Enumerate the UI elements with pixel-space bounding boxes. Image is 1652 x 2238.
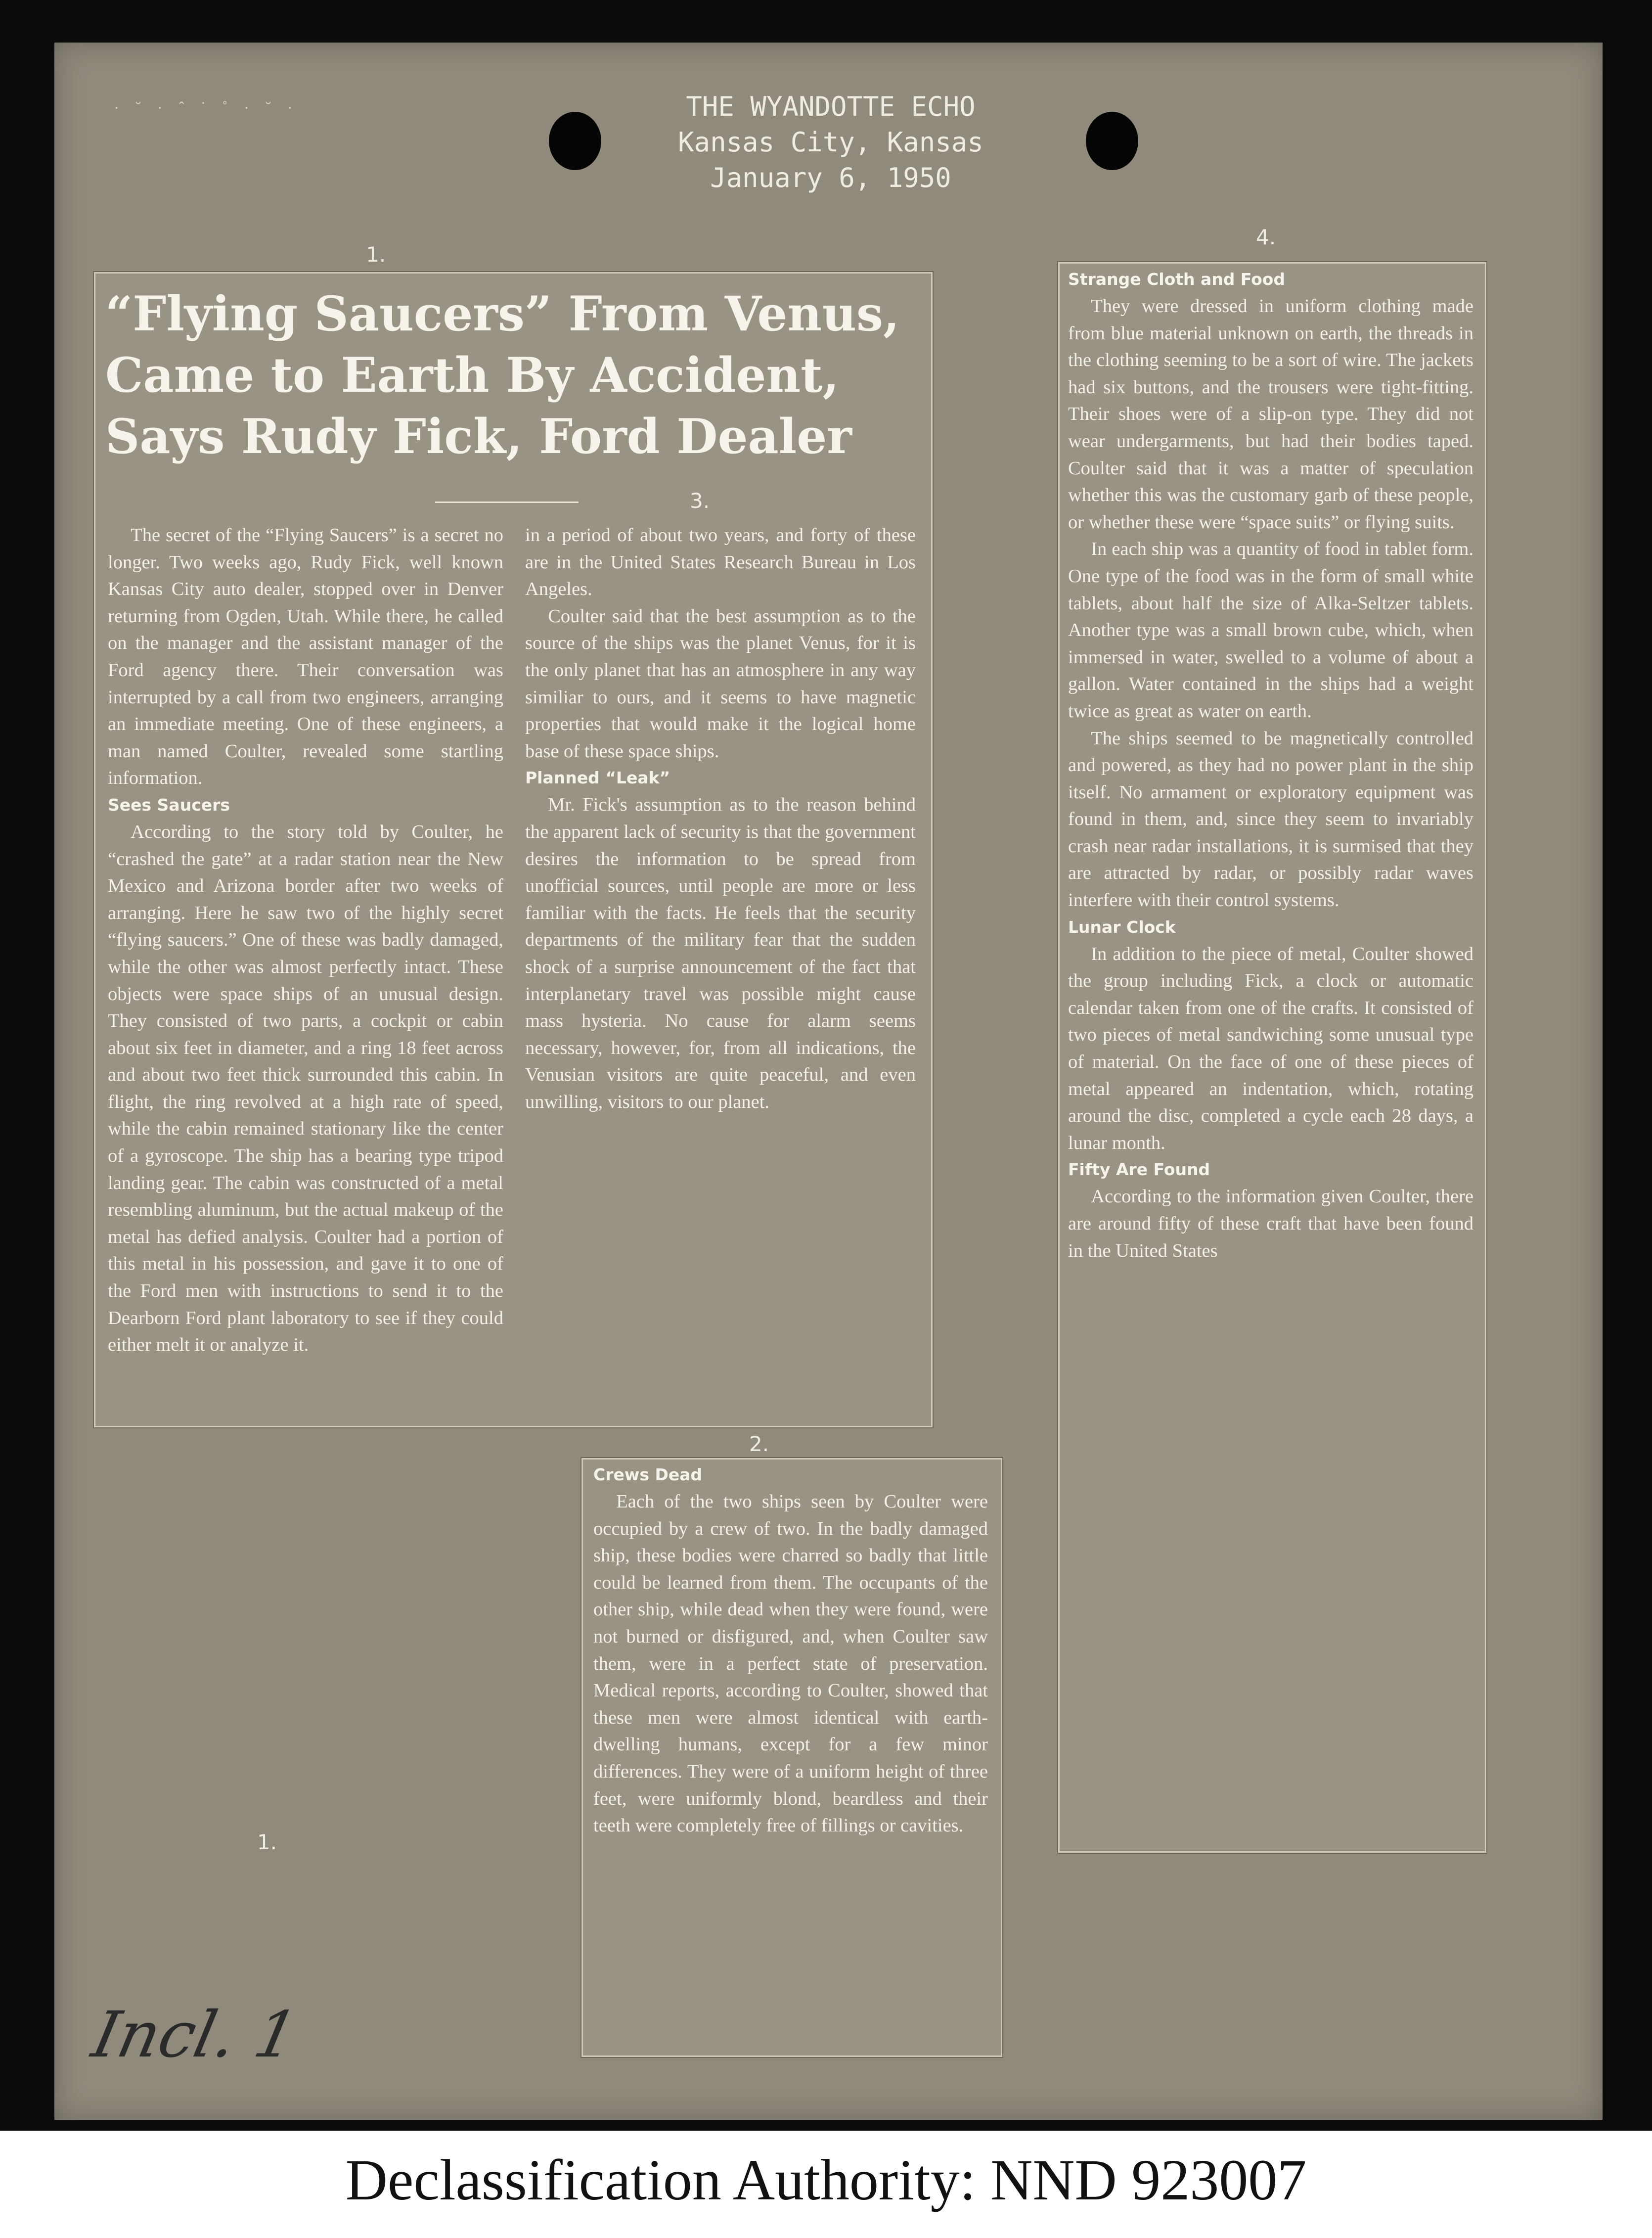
clip-number-1-bottom: 1. [257, 1830, 277, 1854]
article-column-4 [1068, 266, 1473, 1264]
article-column-1 [108, 522, 503, 1359]
headline-line-3: Says Rudy Fick, Ford Dealer [105, 409, 852, 464]
subhead-fifty-are-found: Fifty Are Found [1068, 1160, 1210, 1180]
col4-paragraph-2: In each ship was a quantity of food in tablet form. One type of the food was in the form of small white tablets, about half the size of Alka-Seltzer tablets. Another type was a small brown cube, which, when immersed in water, swelled to a volume of about a gallon. Water contained in the ships had a weight twice as great as water on earth. [1068, 539, 1473, 722]
subhead-sees-saucers: Sees Saucers [108, 795, 230, 815]
col3-paragraph-3: Mr. Fick's assumption as to the reason behind the apparent lack of security is that the government desires the information to be spread from unofficial sources, until people are more or less familiar with the facts. He feels that the security departments of the military fear that the sudden shock of a surprise announcement of the fact that interplanetary travel was possible might cause mass hysteria. No cause for alarm seems necessary, however, for, from all indications, the Venusian visitors are quite peaceful, and even unwilling, visitors to our planet. [525, 794, 916, 1112]
newspaper-date: January 6, 1950 [710, 162, 951, 193]
clip-number-1-top: 1. [366, 242, 386, 267]
col1-paragraph-1: The secret of the “Flying Saucers” is a secret no longer. Two weeks ago, Rudy Fick, well known Kansas City auto dealer, stopped over in Denver returning from Ogden, Utah. While there, he called on the manager and the assistant manager of the Ford agency there. Their conversation was interrupted by a call from two engineers, arranging an immediate meeting. One of these engineers, a man named Coulter, revealed some startling information. [108, 525, 503, 789]
newspaper-name: THE WYANDOTTE ECHO [686, 91, 976, 122]
col2-paragraph-1: Each of the two ships seen by Coulter were occupied by a crew of two. In the badly damaged ship, these bodies were charred so badly that little could be learned from them. The occupants of the other ship, while dead when they were found, were not burned or disfigured, and, when Coulter saw them, were in a perfect state of preservation. Medical reports, according to Coulter, showed that these men were almost identical with earth-dwelling humans, except for a few minor differences. They were of a uniform height of three feet, were uniformly blond, beardless and their teeth were completely free of fillings or cavities. [593, 1491, 988, 1836]
article-column-2 [593, 1462, 988, 1839]
article-column-3 [525, 522, 916, 1115]
subhead-strange-cloth-food: Strange Cloth and Food [1068, 270, 1286, 289]
col4-paragraph-3: The ships seemed to be magnetically controlled and powered, as they had no power plant in the ship itself. No armament or exploratory equipment was found in them, and, since they seem to invariably crash near radar installations, it is surmised that they are attracted by radar, or possibly radar waves interfere with their control systems. [1068, 728, 1473, 911]
subhead-planned-leak: Planned “Leak” [525, 768, 670, 788]
article-headline [105, 283, 956, 467]
clip-number-2: 2. [749, 1432, 769, 1456]
subhead-crews-dead: Crews Dead [593, 1465, 703, 1484]
subhead-lunar-clock: Lunar Clock [1068, 917, 1176, 937]
punch-hole-left [549, 112, 601, 170]
newspaper-header [613, 89, 1048, 196]
clip-number-4: 4. [1256, 225, 1276, 249]
declassification-footer: Declassification Authority: NND 923007 [345, 2147, 1307, 2212]
col4-paragraph-5: According to the information given Coulter, there are around fifty of these craft that have been found in the United States [1068, 1186, 1473, 1261]
col3-paragraph-1: in a period of about two years, and forty of these are in the United States Research Bureau in Los Angeles. [525, 525, 916, 600]
clip-number-3: 3. [690, 489, 710, 513]
col4-paragraph-4: In addition to the piece of metal, Coulter showed the group including Fick, a clock or automatic calendar taken from one of the crafts. It consisted of two pieces of metal sandwiching some unusual type of material. On the face of one of these pieces of metal appeared an indentation, which, rotating around the disc, completed a cycle each 28 days, a lunar month. [1068, 943, 1473, 1153]
newspaper-city: Kansas City, Kansas [678, 127, 983, 158]
col1-paragraph-2: According to the story told by Coulter, he “crashed the gate” at a radar station near the New Mexico and Arizona border after two weeks of arranging. Here he saw two of the highly secret “flying saucers.” One of these was badly damaged, while the other was almost perfectly intact. These objects were space ships of an unusual design. They consisted of two parts, a cockpit or cabin about six feet in diameter, and a ring 18 feet across and about two feet thick surrounded this cabin. In flight, the ring revolved at a high rate of speed, while the cabin remained stationary like the center of a gyroscope. The ship has a bearing type tripod landing gear. The cabin was constructed of a metal resembling aluminum, but the actual makeup of the metal has defied analysis. Coulter had a portion of this metal in his possession, and gave it to one of the Ford men with instructions to send it to the Dearborn Ford plant laboratory to see if they could either melt it or analyze it. [108, 821, 503, 1356]
headline-line-1: “Flying Saucers” From Venus, [105, 286, 900, 342]
headline-line-2: Came to Earth By Accident, [105, 347, 839, 403]
specks: · ˘ · ˆ ˙ ˚ · ˘ · [114, 99, 299, 117]
col4-paragraph-1: They were dressed in uniform clothing made from blue material unknown on earth, the threads in the clothing seeming to be a sort of wire. The jackets had six buttons, and the trousers were tight-fitting. Their shoes were of a slip-on type. They did not wear undergarments, but had their bodies taped. Coulter said that it was a matter of speculation whether this was the customary garb of these people, or whether these were “space suits” or flying suits. [1068, 296, 1473, 533]
punch-hole-right [1086, 112, 1138, 170]
handwritten-enclosure-note: Incl. 1 [86, 1998, 304, 2072]
headline-rule [435, 502, 579, 503]
col3-paragraph-2: Coulter said that the best assumption as to the source of the ships was the planet Venus, for it is the only planet that has an atmosphere in any way similiar to ours, and it seems to have magnetic properties that would make it the logical home base of these space ships. [525, 605, 916, 762]
